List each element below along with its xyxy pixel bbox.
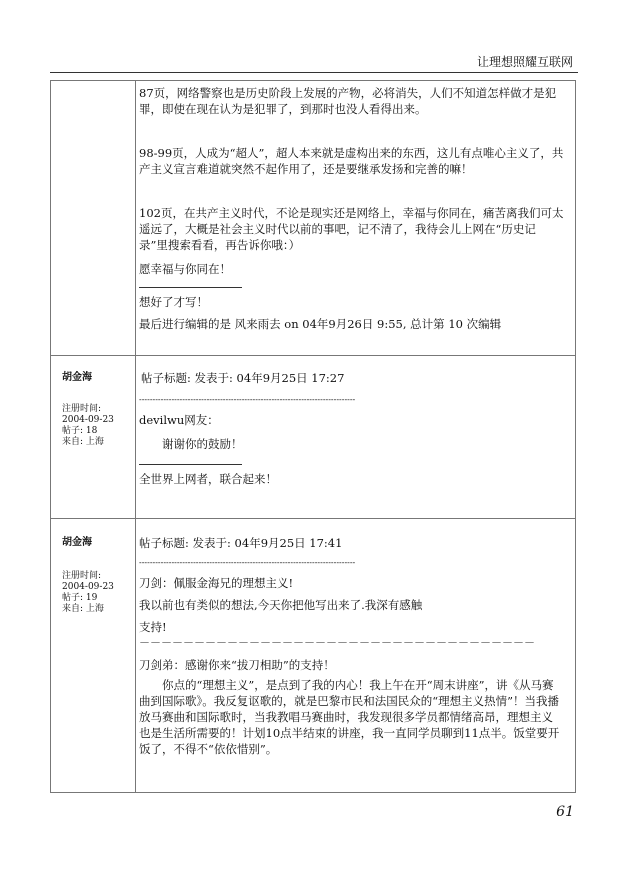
post-table xyxy=(50,80,576,793)
post-paragraph: 愿幸福与你同在！ xyxy=(139,262,231,276)
meta-line: 帖子: 19 xyxy=(62,593,98,603)
dash-separator: －－－－－－－－－－－－－－－－－－－－－－－－－－－－－－－－－－－－ xyxy=(139,636,535,649)
meta-line: 帖子: 18 xyxy=(62,426,98,436)
page-header-title: 让理想照耀互联网 xyxy=(476,55,573,69)
page-number: 61 xyxy=(556,804,574,820)
edit-note: 最后进行编辑的是 风来雨去 on 04年9月26日 9:55, 总计第 10 次编辑 xyxy=(139,317,502,331)
reply-title: 刀剑弟：感谢你来“拔刀相助”的支持！ xyxy=(139,658,335,672)
meta-line: 注册时间: xyxy=(62,404,102,414)
post-row xyxy=(51,518,575,793)
meta-line: 来自: 上海 xyxy=(62,437,104,447)
quote-title: 刀剑：佩服金海兄的理想主义! xyxy=(139,576,294,590)
post-paragraph: 87页，网络警察也是历史阶段上发展的产物，必将消失，人们不知道怎样做才是犯罪，即使在现在认为是犯罪了，到那时也没人看得出来。 xyxy=(139,86,557,116)
post-divider: -------------------------------------------------------------------------------- xyxy=(139,558,356,567)
header-rule xyxy=(50,72,578,73)
quote-body: 我以前也有类似的想法,今天你把他写出来了.我深有感触 xyxy=(139,598,423,612)
signature-rule xyxy=(139,464,242,465)
post-1-content xyxy=(139,85,564,332)
post-2-content xyxy=(139,370,564,487)
meta-line: 2004-09-23 xyxy=(62,582,114,592)
post-body: 谢谢你的鼓励！ xyxy=(162,437,243,451)
post-subject-line: 帖子标题: 发表于: 04年9月25日 17:41 xyxy=(139,536,343,550)
author-name: 胡金海 xyxy=(62,537,92,548)
signature-rule xyxy=(139,287,242,288)
meta-line: 注册时间: xyxy=(62,571,102,581)
meta-line: 来自: 上海 xyxy=(62,604,104,614)
post-divider: -------------------------------------------------------------------------------- xyxy=(139,395,356,404)
author-meta xyxy=(62,404,114,448)
post-3-content xyxy=(139,535,564,757)
post-subject-line: 帖子标题: 发表于: 04年9月25日 17:27 xyxy=(141,371,345,385)
reply-body: 你点的“理想主义”，是点到了我的内心！我上午在开“周末讲座”，讲《从马赛曲到国际歌》。我反复讴歌的，就是巴黎市民和法国民众的“理想主义热情”！当我播放马赛曲和国际歌时，当我教唱马赛曲时，我发现很多学员都情绪高昂，理想主义也是生活所需要的！计划10点半结束的讲座，我一直同学员聊到11点半。饭堂要开饭了，不得不“依依惜别”。 xyxy=(139,678,560,756)
post-paragraph: 98-99页，人成为“超人”，超人本来就是虚构出来的东西，这儿有点唯心主义了，共产主义宣言难道就突然不起作用了，还是要继承发扬和完善的嘛！ xyxy=(139,146,564,176)
signature-text: 想好了才写！ xyxy=(139,295,208,309)
meta-line: 2004-09-23 xyxy=(62,415,114,425)
greeting-text: devilwu网友： xyxy=(139,413,219,427)
quote-end: 支持! xyxy=(139,620,167,634)
author-meta xyxy=(62,571,114,615)
post-row xyxy=(51,355,575,518)
author-name: 胡金海 xyxy=(62,372,92,383)
signature-text: 全世界上网者，联合起来！ xyxy=(139,472,277,486)
post-paragraph: 102页，在共产主义时代，不论是现实还是网络上，幸福与你同在，痛苦离我们可太遥远了，大概是社会主义时代以前的事吧，记不清了，我待会儿上网在“历史记录”里搜索看看，再告诉你哦：） xyxy=(139,206,564,252)
